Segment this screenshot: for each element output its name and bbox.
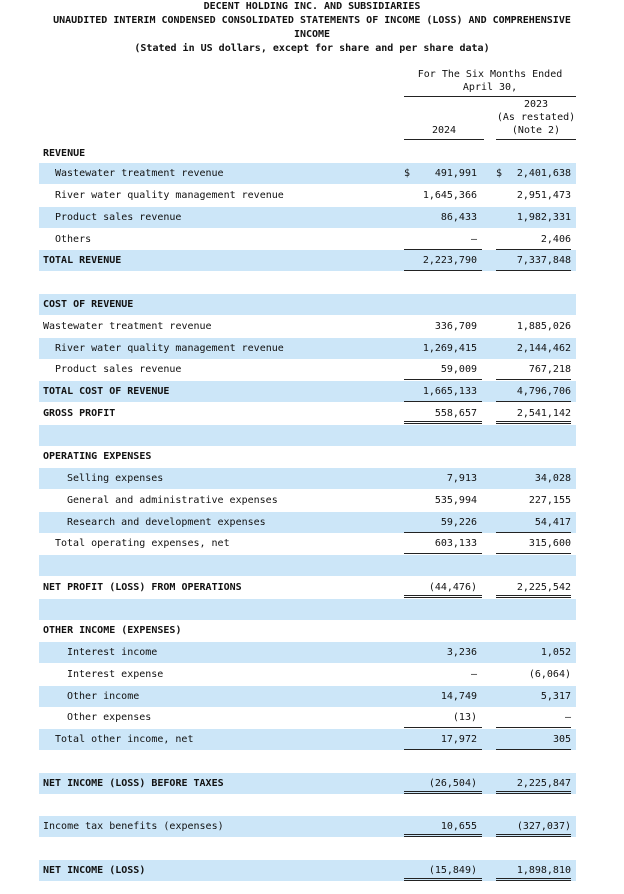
value-2024: 2,223,790 (422, 255, 477, 266)
table-row (39, 359, 576, 380)
value-2024: (44,476) (428, 582, 477, 593)
table-row (39, 533, 576, 554)
underline-rule (496, 749, 571, 750)
table-row (39, 250, 576, 271)
period-header: For The Six Months Ended (417, 69, 563, 80)
table-row (39, 338, 576, 359)
table-row (39, 490, 576, 511)
value-2023: 2,225,847 (516, 778, 571, 789)
value-2023: 1,885,026 (516, 321, 571, 332)
value-2023: 2,401,638 (516, 168, 571, 179)
underline-rule (404, 379, 482, 380)
row-label: Income tax benefits (expenses) (43, 821, 224, 832)
underline-rule (404, 880, 482, 881)
row-label: Wastewater treatment revenue (55, 168, 224, 179)
underline-rule (496, 553, 571, 554)
row-label: River water quality management revenue (55, 190, 284, 201)
value-2024: (26,504) (428, 778, 477, 789)
value-2024: 3,236 (446, 647, 477, 658)
table-row (39, 642, 576, 663)
value-2023: 34,028 (534, 473, 571, 484)
value-2023: 2,951,473 (516, 190, 571, 201)
underline-rule (404, 834, 482, 835)
row-label: River water quality management revenue (55, 343, 284, 354)
table-row (39, 468, 576, 489)
table-row (39, 860, 576, 881)
value-2023: 2,406 (540, 234, 571, 245)
col2-header-rule (496, 139, 576, 140)
row-label: Other income (67, 691, 140, 702)
company-name: DECENT HOLDING INC. AND SUBSIDIARIES (203, 1, 421, 12)
currency-note: (Stated in US dollars, except for share and per share data) (134, 43, 490, 54)
table-row (39, 686, 576, 707)
underline-rule (404, 401, 482, 402)
col2-restated: (As restated) (496, 112, 576, 123)
row-label: Total operating expenses, net (55, 538, 230, 549)
value-2024: 10,655 (440, 821, 477, 832)
row-label: COST OF REVENUE (43, 299, 134, 310)
value-2024: 491,991 (434, 168, 477, 179)
table-row (39, 816, 576, 837)
table-row (39, 294, 576, 315)
table-row (39, 403, 576, 424)
underline-rule (496, 791, 571, 792)
underline-rule (496, 878, 571, 879)
value-2023: 767,218 (528, 364, 571, 375)
underline-rule (404, 421, 482, 422)
value-2023: 2,144,462 (516, 343, 571, 354)
value-2024: 86,433 (440, 212, 477, 223)
statement-title-cont: INCOME (293, 29, 331, 40)
value-2023: 4,796,706 (516, 386, 571, 397)
table-row (39, 707, 576, 728)
row-label: Wastewater treatment revenue (43, 321, 212, 332)
table-row (39, 664, 576, 685)
value-2023: 305 (552, 734, 571, 745)
underline-rule (404, 595, 482, 596)
value-2024: — (470, 234, 477, 245)
value-2024: 1,645,366 (422, 190, 477, 201)
value-2023: 1,898,810 (516, 865, 571, 876)
underline-rule (404, 749, 482, 750)
underline-rule (496, 270, 571, 271)
row-label: Interest income (67, 647, 158, 658)
value-2023: 1,052 (540, 647, 571, 658)
col2-note: (Note 2) (511, 125, 561, 136)
row-label: Total other income, net (55, 734, 194, 745)
underline-rule (404, 878, 482, 879)
table-row (39, 381, 576, 402)
value-2023: 315,600 (528, 538, 571, 549)
currency-symbol: $ (496, 168, 503, 179)
row-label: Others (55, 234, 92, 245)
value-2024: 535,994 (434, 495, 477, 506)
row-label: NET PROFIT (LOSS) FROM OPERATIONS (43, 582, 242, 593)
value-2023: 2,225,542 (516, 582, 571, 593)
value-2024: 17,972 (440, 734, 477, 745)
value-2024: (13) (452, 712, 477, 723)
currency-symbol: $ (404, 168, 411, 179)
value-2024: (15,849) (428, 865, 477, 876)
table-row (39, 512, 576, 533)
row-label: Selling expenses (67, 473, 164, 484)
col1-header-rule (404, 139, 484, 140)
statement-title: UNAUDITED INTERIM CONDENSED CONSOLIDATED STATEMENTS OF INCOME (LOSS) AND COMPREHENSIVE (53, 15, 571, 26)
value-2024: 1,665,133 (422, 386, 477, 397)
table-row (39, 163, 576, 184)
underline-rule (496, 421, 571, 422)
value-2024: 1,269,415 (422, 343, 477, 354)
table-row (39, 620, 576, 641)
value-2023: 5,317 (540, 691, 571, 702)
underline-rule (496, 379, 571, 380)
value-2024: 603,133 (434, 538, 477, 549)
row-label: General and administrative expenses (67, 495, 278, 506)
table-row (39, 229, 576, 250)
value-2024: 14,749 (440, 691, 477, 702)
row-label: Research and development expenses (67, 517, 266, 528)
value-2024: 336,709 (434, 321, 477, 332)
row-label: Interest expense (67, 669, 164, 680)
underline-rule (404, 553, 482, 554)
underline-rule (496, 597, 571, 598)
value-2023: 7,337,848 (516, 255, 571, 266)
row-label: GROSS PROFIT (43, 408, 116, 419)
value-2023: — (564, 712, 571, 723)
table-row (39, 577, 576, 598)
table-row (39, 751, 576, 772)
row-label: NET INCOME (LOSS) BEFORE TAXES (43, 778, 224, 789)
value-2023: (6,064) (528, 669, 571, 680)
value-2024: 558,657 (434, 408, 477, 419)
row-label: OTHER INCOME (EXPENSES) (43, 625, 182, 636)
row-label: OPERATING EXPENSES (43, 451, 152, 462)
table-row (39, 773, 576, 794)
underline-rule (496, 727, 571, 728)
underline-rule (496, 423, 571, 424)
value-2024: — (470, 669, 477, 680)
period-header-rule (404, 96, 576, 97)
row-label: TOTAL REVENUE (43, 255, 122, 266)
table-row (39, 143, 576, 164)
underline-rule (404, 727, 482, 728)
underline-rule (496, 836, 571, 837)
underline-rule (496, 401, 571, 402)
underline-rule (496, 880, 571, 881)
value-2023: 227,155 (528, 495, 571, 506)
underline-rule (404, 791, 482, 792)
table-row (39, 838, 576, 859)
row-label: REVENUE (43, 148, 86, 159)
underline-rule (496, 834, 571, 835)
value-2023: 1,982,331 (516, 212, 571, 223)
table-row (39, 207, 576, 228)
table-row (39, 425, 576, 446)
row-label: Other expenses (67, 712, 152, 723)
value-2024: 7,913 (446, 473, 477, 484)
table-row (39, 316, 576, 337)
value-2024: 59,009 (440, 364, 477, 375)
underline-rule (404, 270, 482, 271)
value-2023: 2,541,142 (516, 408, 571, 419)
table-row (39, 599, 576, 620)
col2-year: 2023 (523, 99, 549, 110)
table-row (39, 446, 576, 467)
row-label: Product sales revenue (55, 212, 182, 223)
value-2023: (327,037) (516, 821, 571, 832)
underline-rule (496, 595, 571, 596)
underline-rule (404, 836, 482, 837)
row-label: NET INCOME (LOSS) (43, 865, 146, 876)
value-2024: 59,226 (440, 517, 477, 528)
row-label: TOTAL COST OF REVENUE (43, 386, 170, 397)
table-row (39, 729, 576, 750)
underline-rule (404, 597, 482, 598)
table-row (39, 794, 576, 815)
period-header-date: April 30, (462, 82, 518, 93)
underline-rule (404, 423, 482, 424)
col1-year: 2024 (431, 125, 457, 136)
row-label: Product sales revenue (55, 364, 182, 375)
table-row (39, 185, 576, 206)
table-row (39, 555, 576, 576)
table-row (39, 272, 576, 293)
value-2023: 54,417 (534, 517, 571, 528)
